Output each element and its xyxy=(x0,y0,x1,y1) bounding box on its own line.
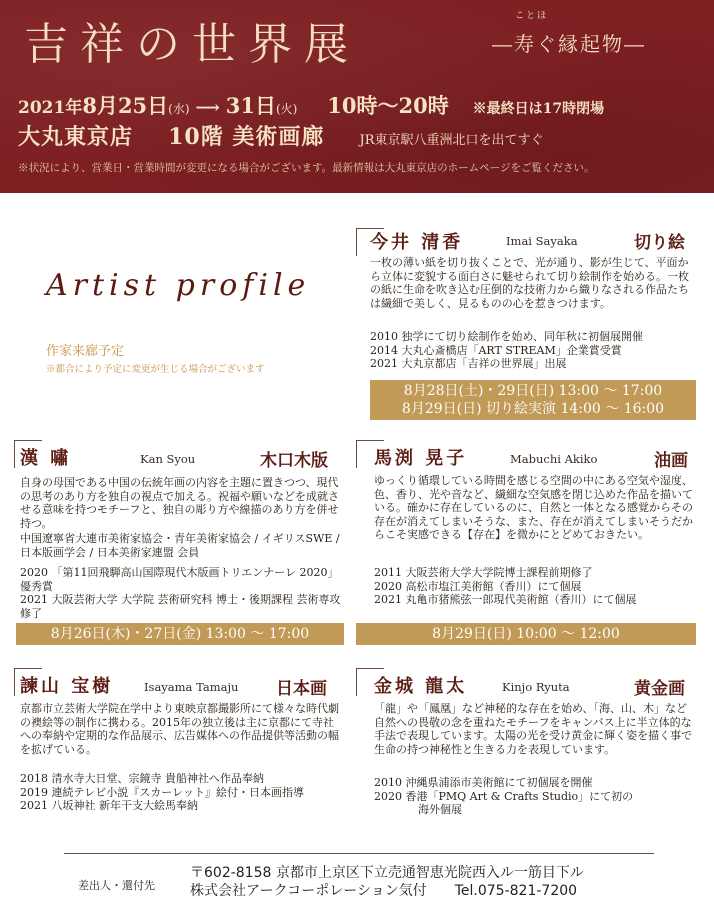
artist-description: 一枚の薄い紙を切り抜くことで、光が通り、影が生じて、平面から立体に変貌する面白さに魅せられて切り絵制作を始める。一枚の紙に生命を吹き込む圧倒的な技術力から織りなされる作品たちは繊細で美しく、見るものの心を惹きつけます。 xyxy=(370,256,689,310)
history-item: 2020 高松市塩江美術館（香川）にて個展 xyxy=(374,579,582,593)
visit-schedule-label: 作家来廊予定 xyxy=(46,344,125,359)
history-item: 2014 大丸心斎橋店「ART STREAM」企業賞受賞 xyxy=(370,343,622,357)
history-item: 2010 独学にて切り絵制作を始め、同年秋に初個展開催 xyxy=(370,330,644,343)
visit-schedule-note: ※都合により予定に変更が生じる場合がございます xyxy=(46,364,265,375)
visit-schedule-badge: 8月29日(日) 10:00 ～ 12:00 xyxy=(356,623,696,645)
artist-genre: 黄金画 xyxy=(634,679,685,699)
artist-history xyxy=(20,772,342,813)
history-item: 2021 大阪芸術大学 大学院 芸術研究科 博士・後期課程 芸術専攻 修了 xyxy=(20,593,341,620)
date-arrow: ⟶ xyxy=(195,98,220,118)
date-start-dow: (水) xyxy=(168,102,190,116)
artist-name: 諫山 宝樹 xyxy=(20,676,114,697)
date-end-dow: (火) xyxy=(276,102,298,116)
artist-romaji: Isayama Tamaju xyxy=(144,680,239,694)
history-item: 2010 沖縄県浦添市美術館にて初個展を開催 xyxy=(374,776,593,789)
history-item: 海外個展 xyxy=(418,803,462,816)
address-line: 〒602-8158 京都市上京区下立売通智恵光院西入ル一筋目下ル xyxy=(190,865,584,881)
artist-genre: 切り絵 xyxy=(634,233,685,253)
history-item: 2018 清水寺大日堂、宗鏡寺 貴船神社へ作品奉納 xyxy=(20,772,264,785)
artist-card-kinjo xyxy=(356,668,696,828)
artist-description: 「龍」や「鳳凰」など神秘的な存在を始め、「海、山、木」など自然への畏敬の念を重ねたモチーフをキャンバス上に半立体的な手法で表現しています。太陽の光を受け黄金に輝く姿を描く事で生命の持つ神秘性と生きる力を表現しています。 xyxy=(374,702,693,756)
date-start: 8月25日 xyxy=(82,93,169,118)
artist-romaji: Kinjo Ryuta xyxy=(502,680,570,694)
history-item: 2021 丸亀市猪熊弦一郎現代美術館（香川）にて個展 xyxy=(374,593,637,606)
artist-genre: 油画 xyxy=(654,451,688,471)
artist-history xyxy=(374,776,696,817)
artist-name: 金城 龍太 xyxy=(374,676,468,697)
venue-floor: 10階 美術画廊 xyxy=(168,124,325,150)
history-item: 2011 大阪芸術大学大学院博士課程前期修了 xyxy=(374,566,593,579)
artist-profile-heading: Artist profile xyxy=(46,268,311,303)
history-item: 2020 香港「PMQ Art & Crafts Studio」にて初の xyxy=(374,789,634,803)
date-end: 31日 xyxy=(225,93,276,118)
visit-schedule-badge xyxy=(370,380,696,420)
artist-card-isayama xyxy=(14,668,344,828)
artist-name: 馬渕 晃子 xyxy=(374,448,468,469)
address-line: 株式会社アークコーポレーション気付 Tel.075-821-7200 xyxy=(190,883,578,899)
venue-line xyxy=(18,120,543,151)
history-item: 2020 「第11回飛騨高山国際現代木版画トリエンナーレ 2020」優秀賞 xyxy=(20,566,339,593)
venue-access: JR東京駅八重洲北口を出てすぐ xyxy=(359,133,544,148)
artist-genre: 日本画 xyxy=(276,679,327,699)
artist-affiliation: 中国遼寧省大連市美術家協会・青年美術家協会 / イギリスSWE / 日本版画学会 / 日本美術家連盟 会員 xyxy=(20,532,340,559)
history-item: 2021 大丸京都店「吉祥の世界展」出展 xyxy=(370,357,567,370)
artist-name: 今井 清香 xyxy=(370,232,464,253)
title-ruby: ことほ xyxy=(515,11,549,21)
exhibition-dates xyxy=(18,90,604,120)
footer-divider xyxy=(64,853,654,854)
exhibition-header xyxy=(0,0,714,193)
history-item: 2021 八坂神社 新年干支大絵馬奉納 xyxy=(20,799,198,812)
artist-description: 京都市立芸術大学院在学中より東映京都撮影所にて様々な時代劇の襖絵等の制作に携わる。2015年の独立後は主に京都にて寺社への奉納や定期的な作品展示、広告媒体への作品提供等活動の幅を拡げている。 xyxy=(20,702,339,756)
artist-description: ゆっくり循環している時間を感じる空間の中にある空気や湿度、色、香り、光や音など、繊細な空気感を閉じ込めた作品を描いている。確かに存在しているのに、自然と一体となる感覚からその存在が消えてしまいそうな、また、存在が消えてしまいそうだからこそ実感できる【存在】を微かにとどめておきたい。 xyxy=(374,474,693,541)
artist-history xyxy=(370,330,696,371)
artist-card-imai xyxy=(356,228,696,420)
artist-romaji: Imai Sayaka xyxy=(506,234,578,248)
artist-description: 自身の母国である中国の伝統年画の内容を主題に置きつつ、現代の思考のあり方を独自の視点で加える。祝福や願いなどを成就させる意味を持つモチーフと、独自の彫り方や線描のあり方を併せ持つ。 xyxy=(20,476,339,530)
sender-label: 差出人・還付先 xyxy=(78,879,155,892)
artist-history xyxy=(20,566,342,620)
opening-hours: 10時～20時 xyxy=(327,93,449,118)
sender-address xyxy=(190,864,584,900)
artist-genre: 木口木版 xyxy=(260,451,328,471)
artist-history xyxy=(374,566,696,607)
schedule-line: 8月28日(土)・29日(日) 13:00 ～ 17:00 xyxy=(403,383,663,399)
visit-schedule-badge: 8月26日(木)・27日(金) 13:00 ～ 17:00 xyxy=(16,623,344,645)
exhibition-title: 吉祥の世界展 xyxy=(24,19,360,70)
artist-romaji: Kan Syou xyxy=(140,452,196,466)
date-year: 2021年 xyxy=(18,98,83,118)
exhibition-subtitle: ―寿ぐ縁起物― xyxy=(492,32,646,56)
last-day-note: ※最終日は17時閉場 xyxy=(472,101,605,117)
header-notice: ※状況により、営業日・営業時間が変更になる場合がございます。最新情報は大丸東京店のホームページをご覧ください。 xyxy=(18,162,595,174)
artist-name: 漢 嘯 xyxy=(20,448,72,469)
venue-name: 大丸東京店 xyxy=(18,124,134,150)
schedule-line: 8月29日(日) 切り絵実演 14:00 ～ 16:00 xyxy=(401,401,665,417)
artist-card-kan xyxy=(14,440,344,648)
artist-romaji: Mabuchi Akiko xyxy=(510,452,598,466)
artist-card-mabuchi xyxy=(356,440,696,648)
history-item: 2019 連続テレビ小説『スカーレット』絵付・日本画指導 xyxy=(20,785,304,799)
